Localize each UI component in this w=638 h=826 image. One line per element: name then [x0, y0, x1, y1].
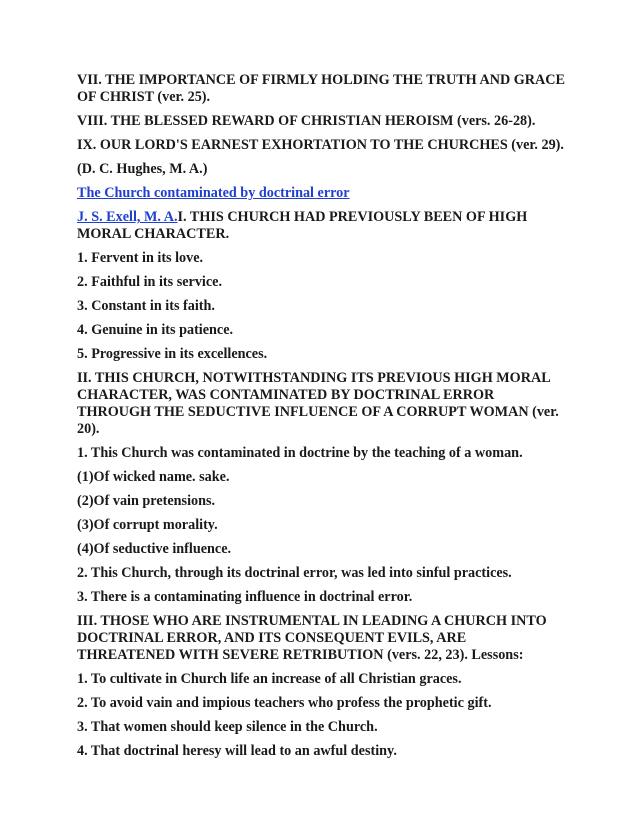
heading-iii: [77, 613, 567, 664]
list-item: [77, 589, 567, 606]
lesson-item: [77, 671, 567, 688]
heading-i-text: I. THIS CHURCH HAD PREVIOUSLY BEEN OF HIGH MORAL CHARACTER.: [77, 209, 528, 242]
heading-iii-text: III. THOSE WHO ARE INSTRUMENTAL IN LEADING A CHURCH INTO DOCTRINAL ERROR, AND ITS CONSEQUENT EVILS, ARE THREATENED WITH SEVERE RETRIBUTION (vers. 22, 23). Lessons:: [77, 613, 547, 663]
lesson-item-text: 1. To cultivate in Church life an increase of all Christian graces.: [77, 671, 462, 687]
list-item: [77, 322, 567, 339]
list-item-text: 2. Faithful in its service.: [77, 274, 223, 290]
lesson-item-text: 4. That doctrinal heresy will lead to an awful destiny.: [77, 743, 397, 759]
author-credit: [77, 161, 567, 178]
sub-list-item: [77, 541, 567, 558]
heading-ix: [77, 137, 567, 154]
lesson-item: [77, 695, 567, 712]
list-item-text: 4. Genuine in its patience.: [77, 322, 234, 338]
list-item: [77, 274, 567, 291]
author-exell-link[interactable]: J. S. Exell, M. A.: [77, 209, 178, 225]
heading-vii: [77, 72, 567, 106]
heading-i: [77, 209, 567, 243]
lesson-item: [77, 743, 567, 760]
sub-list-item: [77, 517, 567, 534]
document-body: [77, 72, 567, 767]
heading-ii-text: II. THIS CHURCH, NOTWITHSTANDING ITS PREVIOUS HIGH MORAL CHARACTER, WAS CONTAMINATED BY DOCTRINAL ERROR THROUGH THE SEDUCTIVE INFLUENCE OF A CORRUPT WOMAN (ver. 20).: [77, 370, 559, 437]
list-item: [77, 445, 567, 462]
list-item: [77, 565, 567, 582]
list-item-text: 3. Constant in its faith.: [77, 298, 215, 314]
sub-list-item: [77, 493, 567, 510]
list-item-text: 2. This Church, through its doctrinal error, was led into sinful practices.: [77, 565, 512, 581]
lesson-item-text: 3. That women should keep silence in the Church.: [77, 719, 378, 735]
list-item-text: 1. Fervent in its love.: [77, 250, 204, 266]
sub-list-item-text: (4)Of seductive influence.: [77, 541, 232, 557]
heading-ii: [77, 370, 567, 438]
sub-list-item: [77, 469, 567, 486]
section-link-paragraph: [77, 185, 567, 202]
list-item: [77, 250, 567, 267]
sub-list-item-text: (1)Of wicked name. sake.: [77, 469, 230, 485]
heading-viii-text: VIII. THE BLESSED REWARD OF CHRISTIAN HEROISM (vers. 26-28).: [77, 113, 536, 129]
lesson-item-text: 2. To avoid vain and impious teachers who profess the prophetic gift.: [77, 695, 492, 711]
heading-ix-text: IX. OUR LORD'S EARNEST EXHORTATION TO THE CHURCHES (ver. 29).: [77, 137, 564, 153]
heading-viii: [77, 113, 567, 130]
sub-list-item-text: (3)Of corrupt morality.: [77, 517, 218, 533]
list-item-text: 3. There is a contaminating influence in doctrinal error.: [77, 589, 413, 605]
author-credit-text: (D. C. Hughes, M. A.): [77, 161, 208, 177]
church-contaminated-link[interactable]: The Church contaminated by doctrinal error: [77, 185, 350, 201]
list-item: [77, 298, 567, 315]
list-item: [77, 346, 567, 363]
sub-list-item-text: (2)Of vain pretensions.: [77, 493, 216, 509]
heading-vii-text: VII. THE IMPORTANCE OF FIRMLY HOLDING THE TRUTH AND GRACE OF CHRIST (ver. 25).: [77, 72, 565, 105]
list-item-text: 1. This Church was contaminated in doctrine by the teaching of a woman.: [77, 445, 523, 461]
list-item-text: 5. Progressive in its excellences.: [77, 346, 268, 362]
lesson-item: [77, 719, 567, 736]
